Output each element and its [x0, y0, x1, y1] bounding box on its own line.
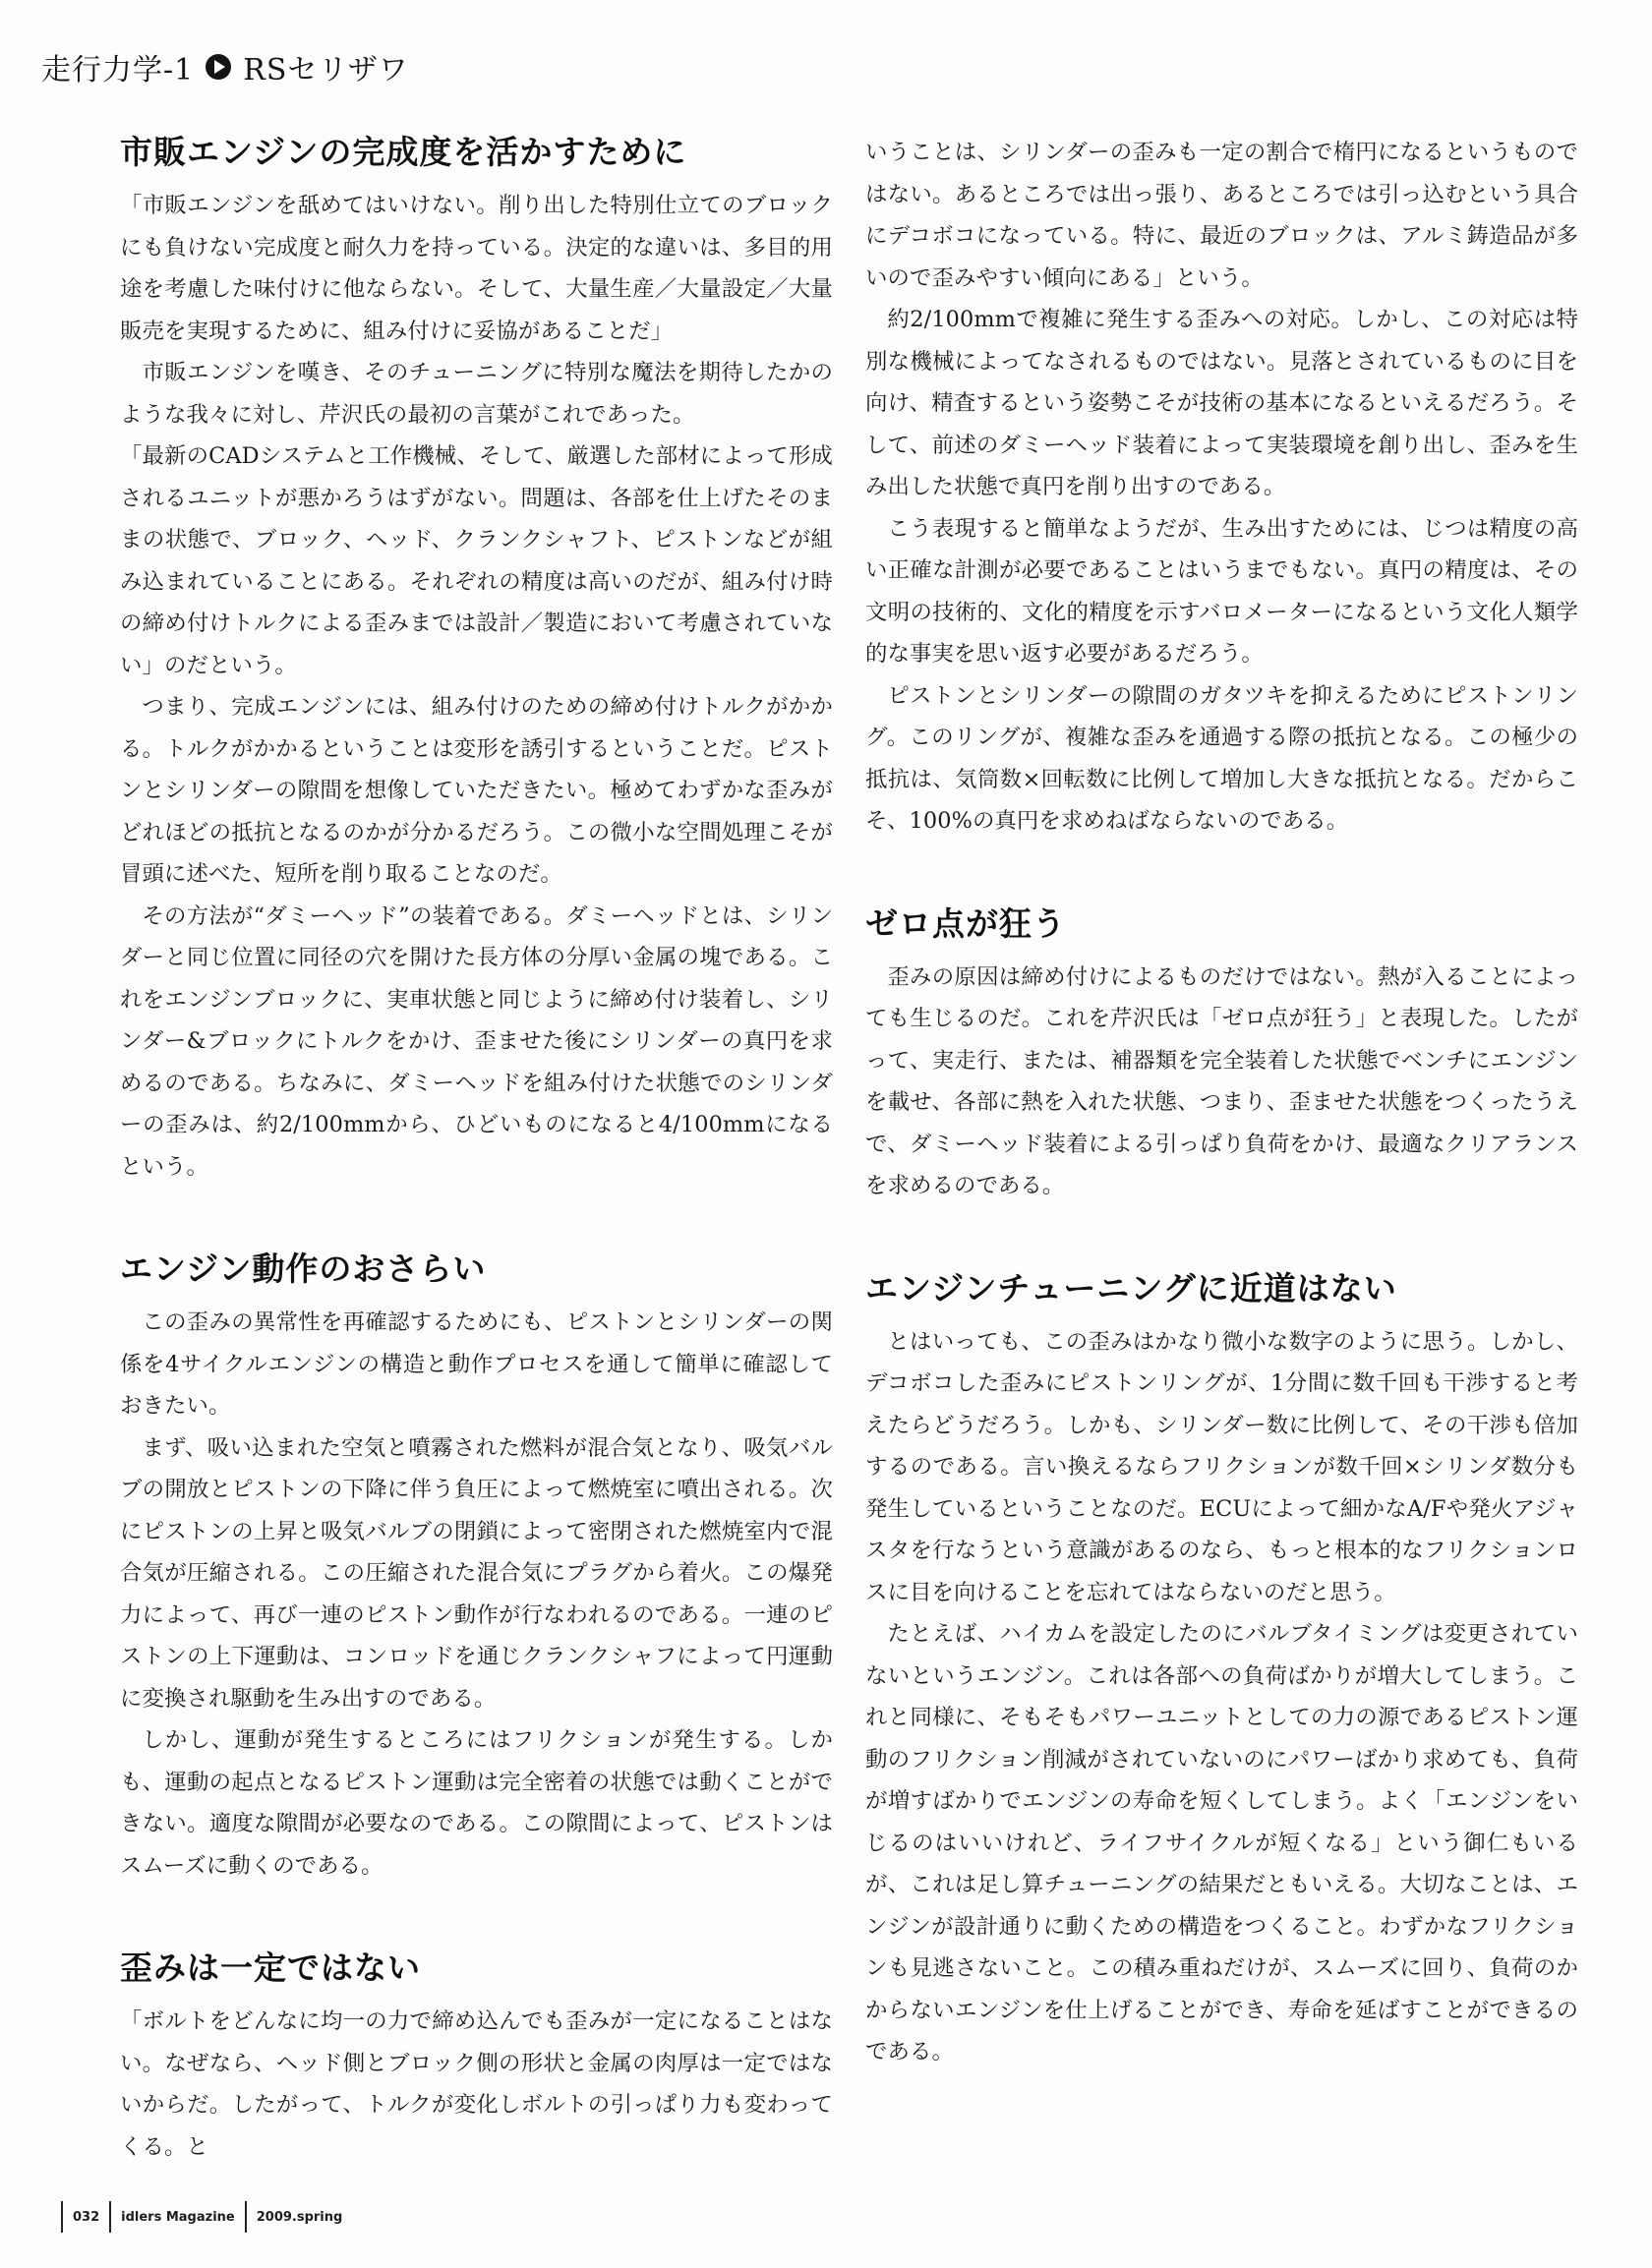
- paragraph: 歪みの原因は締め付けによるものだけではない。熱が入ることによっても生じるのだ。これを芹沢氏は「ゼロ点が狂う」と表現した。したがって、実走行、または、補器類を完全装着した状態でベンチにエンジンを載せ、各部に熱を入れた状態、つまり、歪ませた状態をつくったうえで、ダミーヘッド装着による引っぱり負荷をかけ、最適なクリアランスを求めるのである。: [865, 963, 1578, 1198]
- paragraph: 約2/100mmで複雑に発生する歪みへの対応。しかし、この対応は特別な機械によってなされるものではない。見落とされているものに目を向け、精査するという姿勢こそが技術の基本になるといえるだろう。そして、前述のダミーヘッド装着によって実装環境を創り出し、歪みを生み出した状態で真円を削り出すのである。: [865, 307, 1578, 499]
- paragraph: 「市販エンジンを舐めてはいけない。削り出した特別仕立てのブロックにも負けない完成度と耐久力を持っている。決定的な違いは、多目的用途を考慮した味付けに他ならない。そして、大量生産／大量設定／大量販売を実現するために、組み付けに妥協があることだ」: [120, 193, 833, 344]
- paragraph: その方法が“ダミーヘッド”の装着である。ダミーヘッドとは、シリンダーと同じ位置に同径の穴を開けた長方体の分厚い金属の塊である。これをエンジンブロックに、実車状態と同じように締め付け装着し、シリンダー&ブロックにトルクをかけ、歪ませた後にシリンダーの真円を求めるのである。ちなみに、ダミーヘッドを組み付けた状態でのシリンダーの歪みは、約2/100mmから、ひどいものになると4/100mmになるという。: [120, 902, 833, 1180]
- paragraph: こう表現すると簡単なようだが、生み出すためには、じつは精度の高い正確な計測が必要であることはいうまでもない。真円の精度は、その文明の技術的、文化的精度を示すバロメーターになるという文化人類学的な事実を思い返す必要があるだろう。: [865, 515, 1578, 667]
- issue-label: 2009.spring: [256, 2209, 343, 2225]
- page-number: 032: [73, 2209, 100, 2225]
- paragraph: 「ボルトをどんなに均一の力で締め込んでも歪みが一定になることはない。なぜなら、ヘッド側とブロック側の形状と金属の肉厚は一定ではないからだ。したがって、トルクが変化しボルトの引っぱり力も変わってくる。と: [120, 2008, 833, 2160]
- paragraph: この歪みの異常性を再確認するためにも、ピストンとシリンダーの関係を4サイクルエンジンの構造と動作プロセスを通して簡単に確認しておきたい。: [120, 1309, 833, 1419]
- author-name: RSセリザワ: [243, 53, 409, 87]
- play-circle-icon: [206, 54, 231, 80]
- paragraph: つまり、完成エンジンには、組み付けのための締め付けトルクがかかる。トルクがかかるということは変形を誘引するということだ。ピストンとシリンダーの隙間を想像していただきたい。極めてわずかな歪みがどれほどの抵抗となるのかが分かるだろう。この微小な空間処理こそが冒頭に述べた、短所を削り取ることなのだ。: [120, 694, 834, 887]
- paragraph: たとえば、ハイカムを設定したのにバルブタイミングは変更されていないというエンジン。これは各部への負荷ばかりが増大してしまう。これと同様に、そもそもパワーユニットとしての力の源であるピストン運動のフリクション削減がされていないのにパワーばかり求めても、負荷が増すばかりでエンジンの寿命を短くしてしまう。よく「エンジンをいじるのはいいけれど、ライフサイクルが短くなる」という御仁もいるが、これは足し算チューニングの結果だともいえる。大切なことは、エンジンが設計通りに動くための構造をつくること。わずかなフリクションも見逃さないこと。この積み重ねだけが、スムーズに回り、負荷のかからないエンジンを仕上げることができ、寿命を延ばすことができるのである。: [865, 1621, 1578, 2064]
- paragraph: しかし、運動が発生するところにはフリクションが発生する。しかも、運動の起点となるピストン運動は完全密着の状態では動くことができない。適度な隙間が必要なのである。この隙間によって、ピストンはスムーズに動くのである。: [120, 1727, 833, 1879]
- page-footer: [61, 2200, 352, 2234]
- left-column: [120, 132, 833, 2168]
- section-heading: 歪みは一定ではない: [120, 1948, 421, 1987]
- magazine-name: idlers Magazine: [121, 2209, 235, 2225]
- paragraph: 市販エンジンを嘆き、そのチューニングに特別な魔法を期待したかのような我々に対し、芹沢氏の最初の言葉がこれであった。: [120, 360, 833, 428]
- section-heading: 市販エンジンの完成度を活かすために: [120, 133, 687, 171]
- right-column: [865, 132, 1578, 2073]
- series-title: 走行力学-1: [41, 53, 195, 87]
- section-heading: エンジン動作のおさらい: [120, 1250, 487, 1288]
- section-heading: エンジンチューニングに近道はない: [865, 1268, 1397, 1308]
- section-heading: ゼロ点が狂う: [865, 903, 1066, 943]
- paragraph: ピストンとシリンダーの隙間のガタツキを抑えるためにピストンリング。このリングが、複雑な歪みを通過する際の抵抗となる。この極少の抵抗は、気筒数×回転数に比例して増加し大きな抵抗となる。だからこそ、100%の真円を求めねばならないのである。: [865, 682, 1578, 834]
- paragraph: まず、吸い込まれた空気と噴霧された燃料が混合気となり、吸気バルブの開放とピストンの下降に伴う負圧によって燃焼室に噴出される。次にピストンの上昇と吸気バルブの閉鎖によって密閉された燃焼室内で混合気が圧縮される。この圧縮された混合気にプラグから着火。この爆発力によって、再び一連のピストン動作が行なわれるのである。一連のピストンの上下運動は、コンロッドを通じクランクシャフによって円運動に変換され駆動を生み出すのである。: [120, 1434, 833, 1712]
- paragraph: いうことは、シリンダーの歪みも一定の割合で楕円になるというものではない。あるところでは出っ張り、あるところでは引っ込むという具合にデコボコになっている。特に、最近のブロックは、アルミ鋳造品が多いので歪みやすい傾向にある」という。: [865, 140, 1578, 291]
- page-header: [41, 47, 409, 87]
- paragraph: とはいっても、この歪みはかなり微小な数字のように思う。しかし、デコボコした歪みにピストンリングが、1分間に数千回も干渉すると考えたらどうだろう。しかも、シリンダー数に比例して、その干渉も倍加するのである。言い換えるならフリクションが数千回×シリンダ数分も発生しているということなのだ。ECUによって細かなA/Fや発火アジャスタを行なうという意識があるのなら、もっと根本的なフリクションロスに目を向けることを忘れてはならないのだと思う。: [865, 1328, 1578, 1605]
- paragraph: 「最新のCADシステムと工作機械、そして、厳選した部材によって形成されるユニットが悪かろうはずがない。問題は、各部を仕上げたそのままの状態で、ブロック、ヘッド、クランクシャフト、ピストンなどが組み込まれていることにある。それぞれの精度は高いのだが、組み付け時の締め付けトルクによる歪みまでは設計／製造において考慮されていない」のだという。: [120, 443, 833, 678]
